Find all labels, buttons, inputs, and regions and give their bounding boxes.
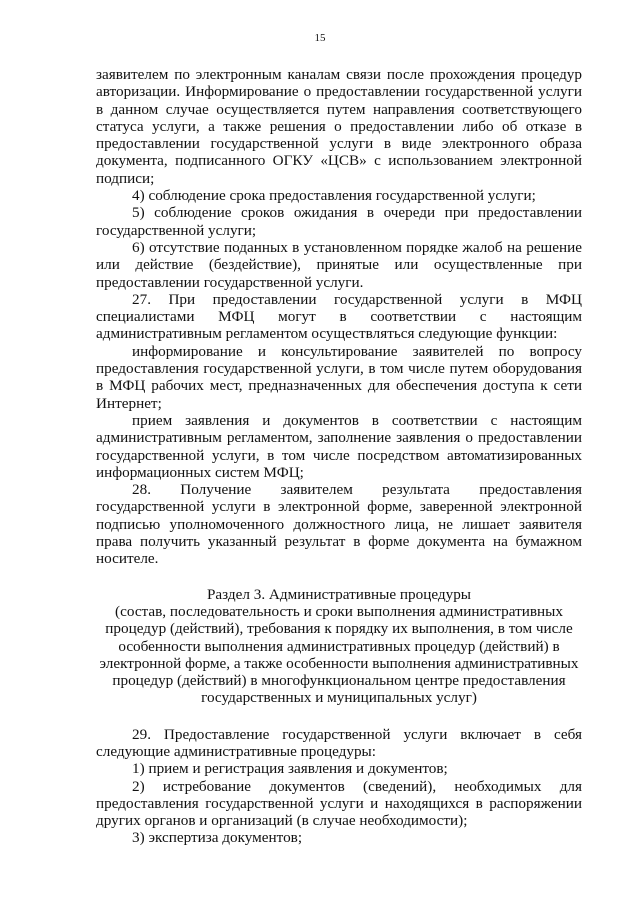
- paragraph-procedure-3: 3) экспертиза документов;: [132, 829, 303, 847]
- paragraph-clause-29: 29. Предоставление государственной услуги включает в себя следующие административные процедуры:: [96, 725, 582, 760]
- paragraph-authorization-info: заявителем по электронным каналам связи после прохождения процедур авторизации. Информирование о предоставлении государственной услуги в данном случае осуществляется путем направления соответствующего статуса услуги, а также решения о предоставлении либо об отказе в предоставлении государственной услуги в виде электронного образа документа, подписанного ОГКУ «ЦСВ» с использованием электронной подписи;: [96, 66, 582, 187]
- paragraph-procedure-2: 2) истребование документов (сведений), необходимых для предоставления государственной услуги и находящихся в распоряжении других органов и организаций (в случае необходимости);: [96, 777, 582, 830]
- paragraph-procedure-1: 1) прием и регистрация заявления и документов;: [132, 760, 448, 778]
- paragraph-item-4: 4) соблюдение срока предоставления государственной услуги;: [132, 187, 536, 205]
- paragraph-item-6: 6) отсутствие поданных в установленном порядке жалоб на решение или действие (бездействие), принятые или осуществленные при предоставлении государственной услуги.: [96, 238, 582, 291]
- section-heading: [96, 586, 582, 707]
- section-title: Раздел 3. Административные процедуры: [206, 585, 472, 603]
- paragraph-mfc-reception: прием заявления и документов в соответствии с настоящим административным регламентом, заполнение заявления о предоставлении государственной услуги, в том числе посредством автоматизированных информационных систем МФЦ;: [96, 411, 582, 481]
- section-subtitle: (состав, последовательность и сроки выполнения административных процедур (действий), требования к порядку их выполнения, в том числе особенности выполнения административных процедур (действий) в электронной форме, а также особенности выполнения административных процедур (действий) в многофункциональном центре предоставления государственных и муниципальных услуг): [99, 602, 579, 707]
- document-body: [96, 66, 582, 847]
- page-number: 15: [314, 32, 326, 44]
- paragraph-clause-27: 27. При предоставлении государственной услуги в МФЦ специалистами МФЦ могут в соответствии с настоящим административным регламентом осуществляться следующие функции:: [96, 290, 582, 343]
- paragraph-item-5: 5) соблюдение сроков ожидания в очереди при предоставлении государственной услуги;: [96, 204, 582, 239]
- paragraph-clause-28: 28. Получение заявителем результата предоставления государственной услуги в электронной форме, заверенной электронной подписью уполномоченного должностного лица, не лишает заявителя права получить указанный результат в форме документа на бумажном носителе.: [96, 481, 582, 568]
- paragraph-mfc-informing: информирование и консультирование заявителей по вопросу предоставления государственной услуги, в том числе путем оборудования в МФЦ рабочих мест, предназначенных для обеспечения доступа к сети Интернет;: [96, 342, 582, 412]
